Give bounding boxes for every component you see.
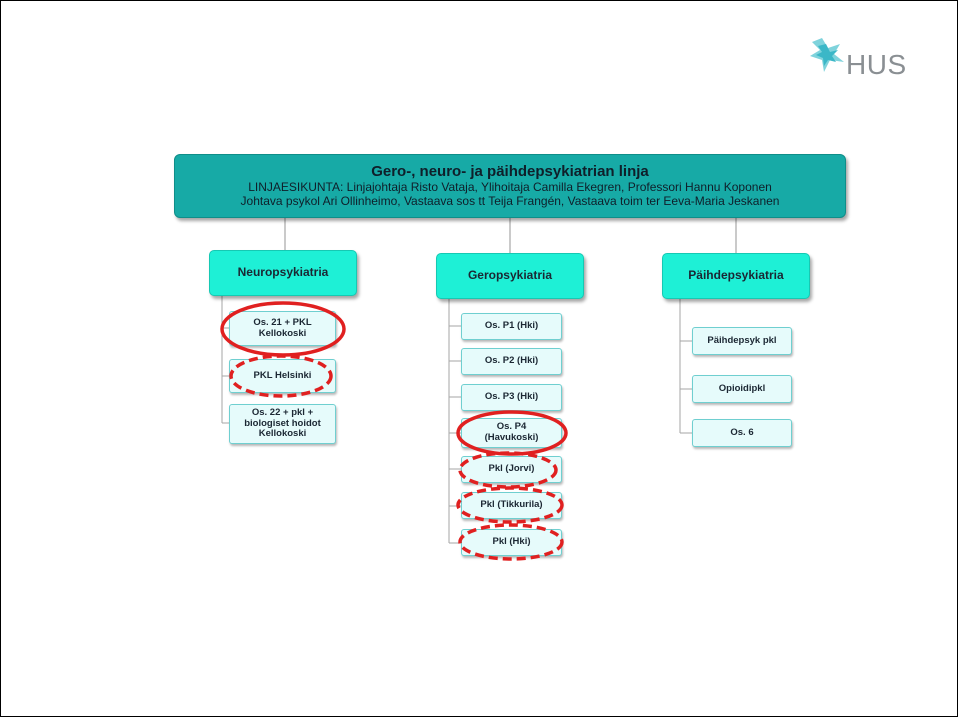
unit-box [692,375,792,403]
unit-label-line: Päihdepsyk pkl [707,334,777,346]
unit-label-line: Os. P4 [496,421,527,433]
unit-box [461,313,562,340]
unit-label-line: Os. P3 (Hki) [484,391,539,403]
category-label: Neuropsykiatria [237,265,329,280]
unit-label-line: PKL Helsinki [253,369,312,381]
unit-label-line: Os. 22 + pkl + [251,406,314,418]
logo-text: HUS [846,49,907,80]
line-staff-row-1: LINJAESIKUNTA: Linjajohtaja Risto Vataja, Ylihoitaja Camilla Ekegren, Professori Hannu Koponen [248,180,772,195]
unit-box [229,404,336,444]
unit-box [461,492,562,519]
unit-label-line: Os. 21 + PKL [253,316,312,328]
category-paihdepsykiatria [662,253,810,299]
unit-label-line: Kellokoski [258,428,307,440]
unit-box [461,418,562,448]
category-geropsykiatria [436,253,584,299]
unit-label-line: (Havukoski) [484,432,539,443]
category-neuropsykiatria [209,250,357,296]
unit-box [461,384,562,411]
category-label: Geropsykiatria [467,268,553,283]
unit-label-line: Os. 6 [730,426,754,438]
unit-box [229,311,336,346]
line-staff-row-2: Johtava psykol Ari Ollinheimo, Vastaava sos tt Teija Frangén, Vastaava toim ter Eeva-Maria Jeskanen [240,194,780,209]
category-label: Päihdepsykiatria [688,268,784,283]
unit-box [229,359,336,393]
unit-box [461,456,562,483]
unit-label-line: Opioidipkl [718,382,766,394]
unit-box [692,419,792,447]
line-header-box [174,154,846,218]
unit-label-line: Pkl (Hki) [492,536,531,548]
line-title: Gero-, neuro- ja päihdepsykiatrian linja [371,163,649,181]
unit-label-line: Pkl (Jorvi) [488,463,535,475]
unit-box [461,348,562,375]
unit-box [692,327,792,355]
unit-label-line: biologiset hoidot [244,417,321,429]
unit-label-line: Os. P1 (Hki) [484,320,539,332]
unit-label-line: Os. P2 (Hki) [484,355,539,367]
unit-label-line: Kellokoski [258,327,307,339]
unit-label-line: Pkl (Tikkurila) [480,499,543,511]
unit-box [461,529,562,556]
